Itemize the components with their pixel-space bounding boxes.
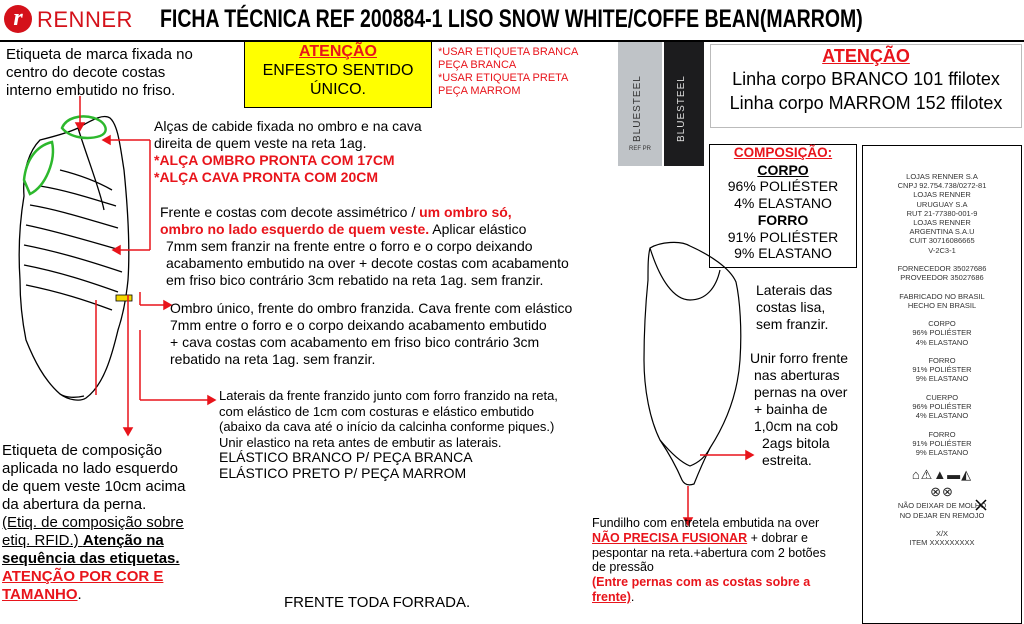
composition-title: COMPOSIÇÃO:: [733, 145, 833, 160]
composition-body-title: CORPO: [757, 161, 809, 178]
label-line: FORRO: [928, 356, 956, 366]
label-line: LOJAS RENNER: [913, 190, 971, 200]
note-line: + bainha de: [754, 401, 828, 417]
label-small-text: REF PR: [628, 146, 651, 152]
note-line: de quem veste 10cm acima: [2, 478, 186, 495]
note-line: 2ags bitola: [762, 435, 830, 451]
label-line: ITEM XXXXXXXXX: [909, 538, 975, 548]
label-line: URUGUAY S.A: [916, 199, 968, 209]
shoulder-note: [170, 300, 572, 368]
note-line: Unir elastico na reta antes de embutir as laterais.: [219, 434, 502, 450]
label-care-lines: [863, 501, 1021, 547]
note-line: 1,0cm na cob: [754, 418, 839, 434]
note-line-red: *ALÇA OMBRO PRONTA COM 17CM: [154, 152, 395, 168]
label-line: FORNECEDOR 35027686: [897, 264, 987, 274]
note-text-red: um ombro só,: [419, 204, 512, 220]
front-swimsuit-drawing: [19, 116, 129, 400]
label-line: [863, 384, 1021, 393]
note-line: ELÁSTICO BRANCO P/ PEÇA BRANCA: [219, 449, 473, 465]
label-line: 91% POLIÉSTER: [912, 438, 972, 448]
label-line: PROVEEDOR 35027686: [900, 273, 984, 283]
label-line: [863, 520, 1021, 529]
label-line: [863, 282, 1021, 291]
label-line: 96% POLIÉSTER: [912, 328, 972, 338]
label-line: HECHO EN BRASIL: [907, 300, 977, 310]
label-line: NÃO DEIXAR DE MOLHO: [897, 501, 987, 511]
note-line: interno embutido no friso.: [6, 82, 176, 99]
attention-line: ENFESTO SENTIDO: [262, 62, 414, 79]
note-line: (abaixo da cava até o início da calcinha conforme piques.): [219, 419, 555, 434]
page-title: FICHA TÉCNICA REF 200884-1 LISO SNOW WHITE/COFFE BEAN(MARROM): [160, 5, 863, 33]
armhole-strap-highlight: [24, 142, 53, 194]
note-text-red: TAMANHO: [2, 586, 78, 603]
label-line: CUIT 30716086665: [909, 236, 975, 246]
care-symbols-icon-2: ⊗⊗: [930, 484, 954, 500]
note-line: pernas na over: [754, 384, 848, 400]
composition-lining-title: FORRO: [757, 211, 809, 228]
white-label: [618, 42, 662, 166]
note-line: 7mm entre o forro e o corpo deixando acabamento embutido: [170, 317, 547, 333]
composition-line: 91% POLIÉSTER: [727, 228, 839, 245]
label-brand-note: [6, 46, 193, 100]
note-line: *USAR ETIQUETA BRANCA: [438, 46, 579, 58]
label-line: [863, 347, 1021, 356]
note-text: Frente e costas com decote assimétrico /: [160, 204, 420, 220]
note-line: + cava costas com acabamento em friso bico contrário 3cm: [170, 334, 540, 350]
front-lined-note: FRENTE TODA FORRADA.: [284, 594, 471, 611]
composition-line: 9% ELASTANO: [734, 245, 832, 262]
label-text: BLUESTEEL: [632, 75, 643, 142]
brand-name: RENNER: [37, 7, 133, 32]
note-text: + dobrar e: [747, 530, 808, 545]
note-line: sem franzir.: [756, 316, 829, 332]
note-line: Fundilho com entretela embutida na over: [592, 516, 820, 530]
composition-line: 96% POLIÉSTER: [727, 178, 839, 195]
label-color-note: [438, 46, 578, 98]
note-line: (Etiq. de composição sobre: [2, 514, 184, 531]
label-text: BLUESTEEL: [676, 75, 687, 142]
label-line: FABRICADO NO BRASIL: [899, 291, 985, 301]
note-line-red: ATENÇÃO POR COR E: [2, 568, 164, 585]
attention-thread-box: [710, 44, 1022, 128]
label-line: CORPO: [928, 319, 956, 329]
composition-label-mark: [116, 295, 132, 301]
note-line: da abertura da perna.: [2, 496, 147, 513]
thread-line: Linha corpo MARROM 152 ffilotex: [729, 93, 1003, 113]
note-line: de pressão: [592, 560, 654, 575]
note-line: estreita.: [762, 452, 812, 468]
note-text: etiq. RFID.): [2, 532, 83, 549]
note-line: *USAR ETIQUETA PRETA: [438, 72, 569, 84]
attention-line: ÚNICO.: [310, 81, 366, 98]
note-line: Laterais das: [756, 282, 833, 298]
label-line: 4% ELASTANO: [915, 337, 969, 347]
label-line: 4% ELASTANO: [915, 411, 969, 421]
label-line: [863, 255, 1021, 264]
label-line: X/X: [935, 528, 949, 538]
note-line: Ombro único, frente do ombro franzida. Cava frente com elástico: [170, 300, 573, 316]
label-line: LOJAS RENNER: [913, 218, 971, 228]
composition-label-note: Etiqueta de composição aplicada no lado esquerdo de quem veste 10cm acima da abertura da perna. (Etiq. de composição sobre etiq. RFID.) Atenção na sequência das etiquetas. ATENÇÃO POR COR E TAMANHO.: [2, 442, 186, 603]
composition-label-artwork: [862, 145, 1022, 624]
attention-spreading-box: [244, 41, 432, 108]
note-line: com elástico de 1cm com costuras e elástico embutido: [219, 403, 535, 419]
note-line: aplicada no lado esquerdo: [2, 460, 178, 477]
care-symbols-icon: ⌂⚠▲▬◭: [911, 467, 973, 483]
note-line: centro do decote costas: [6, 64, 166, 81]
label-line: 91% POLIÉSTER: [912, 365, 972, 375]
composition-line: 4% ELASTANO: [734, 195, 832, 212]
back-swimsuit-drawing: [644, 242, 741, 484]
back-sides-note: [756, 282, 832, 333]
brand-label-photo: [614, 42, 706, 168]
note-line-bold: sequência das etiquetas.: [2, 550, 180, 567]
label-lines: [863, 172, 1021, 457]
note-text-red: ombro no lado esquerdo de quem veste.: [160, 221, 430, 237]
shoulder-strap-highlight: [62, 116, 106, 137]
note-text: Aplicar elástico: [429, 221, 527, 237]
note-line: pespontar na reta.+abertura com 2 botões: [592, 545, 826, 560]
note-text-red: frente): [592, 589, 631, 604]
label-line: LOJAS RENNER S.A: [906, 172, 978, 181]
note-line: Laterais da frente franzido junto com forro franzido na reta,: [219, 388, 558, 403]
label-line: ARGENTINA S.A.U: [909, 227, 975, 237]
label-line: [863, 420, 1021, 429]
note-line: nas aberturas: [754, 367, 840, 383]
note-line: 7mm sem franzir na frente entre o forro e o corpo deixando: [166, 238, 533, 254]
black-label: [664, 42, 704, 166]
note-line: PEÇA BRANCA: [438, 59, 517, 71]
attention-title: ATENÇÃO: [299, 43, 377, 60]
brand-initial: r: [4, 5, 32, 33]
note-line-red: *ALÇA CAVA PRONTA COM 20CM: [154, 169, 378, 185]
thread-title: ATENÇÃO: [822, 46, 910, 66]
thread-line: Linha corpo BRANCO 101 ffilotex: [732, 69, 1000, 89]
composition-box: [709, 144, 857, 268]
note-line: PEÇA MARROM: [438, 85, 521, 97]
lining-note: [750, 350, 848, 469]
label-line: V-2C3-1: [928, 245, 956, 255]
label-line: 96% POLIÉSTER: [912, 402, 972, 412]
note-line: em friso bico contrário 3cm rebatido na reta 1ag. sem franzir.: [166, 272, 544, 288]
note-line-red: (Entre pernas com as costas sobre a: [592, 575, 811, 590]
label-line: NO DEJAR EN REMOJO: [899, 510, 985, 520]
note-line: Alças de cabide fixada no ombro e na cava: [154, 118, 422, 134]
note-line: acabamento embutido na over + decote costas com acabamento: [166, 255, 569, 271]
label-line: CNPJ 92.754.738/0272-81: [897, 181, 987, 191]
note-text-bold: Atenção na: [82, 532, 164, 549]
note-line: ELÁSTICO PRETO P/ PEÇA MARROM: [219, 464, 467, 481]
label-line: CUERPO: [925, 392, 959, 402]
label-line: FORRO: [928, 429, 956, 439]
label-line: 9% ELASTANO: [915, 448, 969, 458]
label-line: [863, 310, 1021, 319]
note-line: direita de quem veste na reta 1ag.: [154, 135, 367, 151]
front-back-note: [160, 204, 569, 289]
label-line: RUT 21-77380-001-9: [906, 208, 978, 218]
note-text-red: NÃO PRECISA FUSIONAR: [592, 530, 748, 545]
note-line: Unir forro frente: [750, 350, 849, 366]
sides-front-note: [219, 388, 558, 481]
gusset-note: Fundilho com entretela embutida na over NÃO PRECISA FUSIONAR + dobrar e pespontar na reta.+abertura com 2 botões de pressão (Entre pernas com as costas sobre a frente).: [592, 516, 826, 604]
note-line: Etiqueta de composição: [2, 442, 163, 459]
straps-note: [154, 118, 422, 186]
note-line: Etiqueta de marca fixada no: [6, 46, 193, 63]
label-line: 9% ELASTANO: [915, 374, 969, 384]
note-line: costas lisa,: [756, 299, 826, 315]
note-line: rebatido na reta 1ag. sem franzir.: [170, 351, 376, 367]
